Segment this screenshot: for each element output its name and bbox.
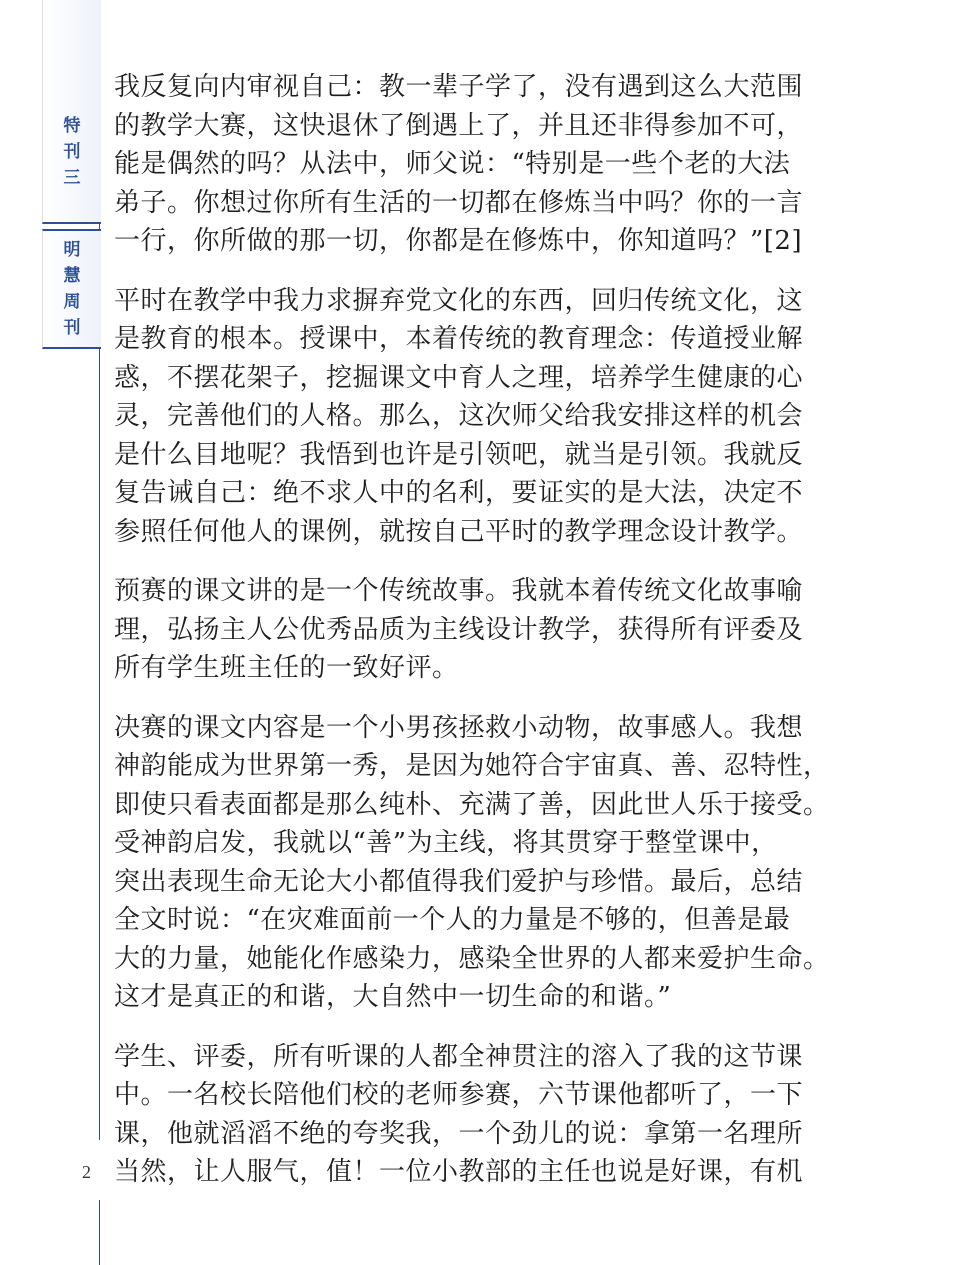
text-line: 学生、评委，所有听课的人都全神贯注的溶入了我的这节课	[114, 1041, 804, 1072]
text-line: 突出表现生命无论大小都值得我们爱护与珍惜。最后，总结	[114, 866, 804, 897]
text-line: 决赛的课文内容是一个小男孩拯救小动物，故事感人。我想	[114, 712, 804, 743]
section-tab	[42, 0, 101, 224]
section-tab-char: 三	[63, 168, 81, 188]
text-line: 理，弘扬主人公优秀品质为主线设计教学，获得所有评委及	[114, 614, 804, 645]
text-line: 参照任何他人的课例，就按自己平时的教学理念设计教学。	[114, 516, 804, 547]
text-line: 灵，完善他们的人格。那么，这次师父给我安排这样的机会	[114, 401, 804, 431]
text-line: 是教育的根本。授课中，本着传统的教育理念：传道授业解	[114, 324, 804, 354]
text-line: 一行，你所做的那一切，你都是在修炼中，你知道吗？”[2]	[114, 226, 803, 256]
paragraph	[114, 572, 874, 688]
text-line: 大的力量，她能化作感染力，感染全世界的人都来爱护生命。	[114, 943, 830, 974]
text-line: 全文时说：“在灾难面前一个人的力量是不够的，但善是最	[114, 905, 791, 935]
text-line: 中。一名校长陪他们校的老师参赛，六节课他都听了，一下	[114, 1080, 804, 1110]
text-line: 惑，不摆花架子，挖掘课文中育人之理，培养学生健康的心	[114, 362, 804, 393]
text-line: 受神韵启发，我就以“善”为主线，将其贯穿于整堂课中，	[114, 828, 778, 858]
text-line: 这才是真正的和谐，大自然中一切生命的和谐。”	[114, 982, 672, 1012]
section-tab-char: 刊	[63, 142, 81, 162]
text-line: 预赛的课文讲的是一个传统故事。我就本着传统文化故事喻	[114, 576, 804, 606]
publication-tab-char: 慧	[63, 266, 81, 286]
text-line: 的教学大赛，这快退休了倒遇上了，并且还非得参加不可，	[114, 110, 804, 141]
publication-tab	[42, 229, 101, 349]
article-body	[114, 68, 874, 1213]
text-line: 弟子。你想过你所有生活的一切都在修炼当中吗？你的一言	[114, 187, 804, 218]
publication-tab-char: 明	[63, 240, 81, 260]
margin-rule-bottom	[99, 1200, 100, 1265]
text-line: 复告诫自己：绝不求人中的名利，要证实的是大法，决定不	[114, 478, 804, 508]
text-line: 课，他就滔滔不绝的夸奖我，一个劲儿的说：拿第一名理所	[114, 1118, 804, 1149]
paragraph	[114, 282, 874, 552]
text-line: 神韵能成为世界第一秀，是因为她符合宇宙真、善、忍特性，	[114, 751, 830, 781]
paragraph	[114, 68, 874, 261]
text-line: 能是偶然的吗？从法中，师父说：“特别是一些个老的大法	[114, 149, 791, 179]
section-tab-char: 特	[63, 116, 81, 136]
text-line: 平时在教学中我力求摒弃党文化的东西，回归传统文化，这	[114, 285, 804, 316]
publication-tab-char: 刊	[63, 318, 81, 338]
text-line: 我反复向内审视自己：教一辈子学了，没有遇到这么大范围	[114, 72, 804, 102]
text-line: 即使只看表面都是那么纯朴、充满了善，因此世人乐于接受。	[114, 789, 830, 820]
paragraph	[114, 1038, 874, 1192]
text-line: 所有学生班主任的一致好评。	[114, 653, 459, 683]
text-line: 是什么目地呢？我悟到也许是引领吧，就当是引领。我就反	[114, 439, 804, 470]
page-number: 2	[82, 1162, 91, 1182]
text-line: 当然，让人服气，值！一位小教部的主任也说是好课，有机	[114, 1157, 804, 1187]
paragraph	[114, 709, 874, 1017]
publication-tab-char: 周	[63, 292, 81, 312]
